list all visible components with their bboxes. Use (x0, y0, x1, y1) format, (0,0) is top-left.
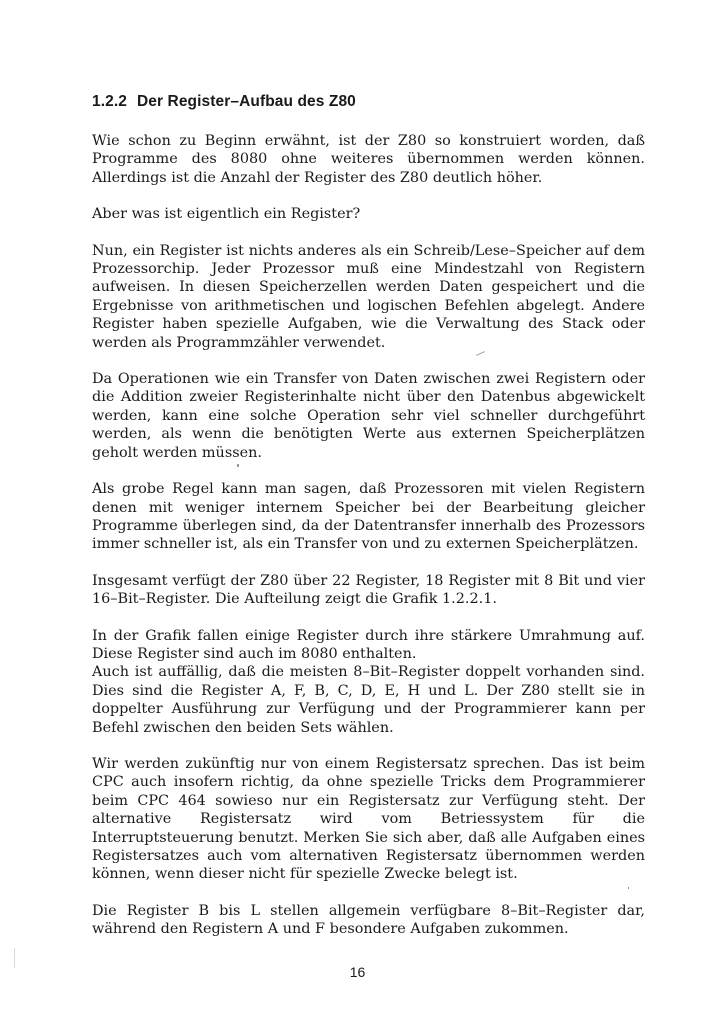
section-number: 1.2.2 (92, 93, 127, 110)
page-number: 16 (349, 964, 366, 980)
scan-speck (237, 464, 239, 467)
page-body (92, 92, 645, 957)
paragraph-double-registers: Auch ist auffällig, daß die meisten 8–Bit–Register doppelt vorhanden sind. Dies sind die Register A, F, B, C, D, E, H und L. Der Z80 stellt sie in doppelter Ausführung zur Verfügung und der Programmierer kann per Befehl zwischen den beiden Sets wählen. (92, 664, 645, 736)
paragraph-rule: Als grobe Regel kann man sagen, daß Prozessoren mit vielen Registern denen mit weniger internem Speicher bei der Bearbeitung gleicher Programme überlegen sind, da der Datentransfer innerhalb des Prozessors immer schneller ist, als ein Transfer von und zu externen Speicherplätzen. (92, 481, 645, 553)
paragraph-question: Aber was ist eigentlich ein Register? (92, 206, 361, 223)
paragraph-register-set: Wir werden zukünftig nur von einem Registersatz sprechen. Das ist beim CPC auch insofern richtig, da ohne spezielle Tricks dem Programmierer beim CPC 464 sowieso nur ein Registersatz zur Verfügung steht. Der alternative Registersatz wird vom Betriessystem für die Interruptsteuerung benutzt. Merken Sie sich aber, daß alle Aufgaben eines Registersatzes auch vom alternativen Registersatz übernommen werden können, wenn dieser nicht für spezielle Zwecke belegt ist. (92, 755, 645, 883)
paragraph-register-definition: Nun, ein Register ist nichts anderes als ein Schreib/Lese–Speicher auf dem Prozessorchip. Jeder Prozessor muß eine Mindestzahl von Registern aufweisen. In diesen Speicherzellen werden Daten gespeichert und die Ergebnisse von arithmetischen und logischen Befehlen abgelegt. Andere Register haben spezielle Aufgaben, wie die Verwaltung des Stack oder werden als Programmzähler verwendet. (92, 242, 645, 351)
paragraph-register-count: Insgesamt verfügt der Z80 über 22 Register, 18 Register mit 8 Bit und vier 16–Bit–Register. Die Aufteilung zeigt die Grafik 1.2.2.1. (92, 572, 645, 608)
scan-speck (628, 887, 629, 889)
paragraph-graphic: In der Grafik fallen einige Register durch ihre stärkere Umrahmung auf. Diese Register sind auch im 8080 enthalten. (92, 627, 645, 662)
paragraph-intro: Wie schon zu Beginn erwähnt, ist der Z80 so konstruiert worden, daß Programme des 8080 ohne weiteres übernommen werden können. Allerdings ist die Anzahl der Register des Z80 deutlich höher. (92, 133, 645, 186)
paragraph-general-registers: Die Register B bis L stellen allgemein verfügbare 8–Bit–Register dar, während den Registern A und F besondere Aufgaben zukommen. (92, 902, 645, 938)
paragraph-operations: Da Operationen wie ein Transfer von Daten zwischen zwei Registern oder die Addition zweier Registerinhalte nicht über den Datenbus abgewickelt werden, kann eine solche Operation sehr viel schneller durchgeführt werden, als wenn die benötigten Werte aus externen Speicherplätzen geholt werden müssen. (92, 371, 645, 461)
section-heading (92, 92, 645, 112)
section-title: Der Register–Aufbau des Z80 (136, 93, 356, 110)
scan-speck (14, 948, 15, 968)
